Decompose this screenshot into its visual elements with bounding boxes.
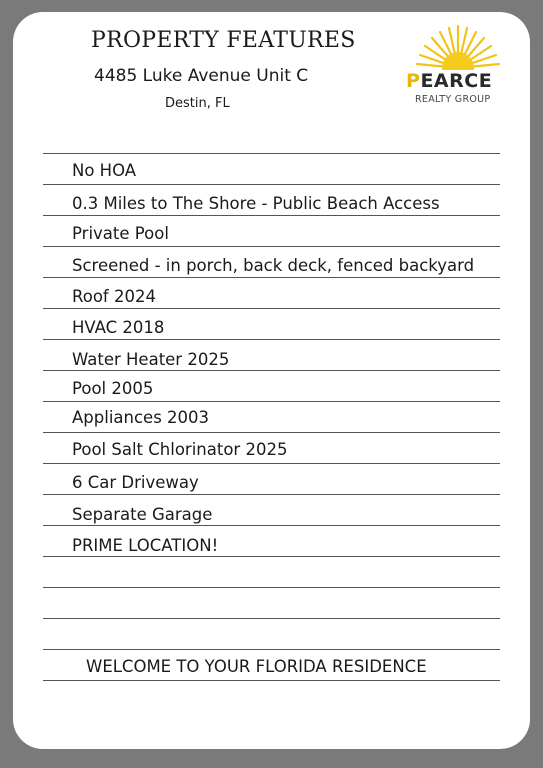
- divider-line: [43, 370, 500, 371]
- divider-line: [43, 463, 500, 464]
- feature-item: Private Pool: [72, 224, 169, 243]
- logo-wordmark: PEARCE: [406, 70, 493, 92]
- divider-line: [43, 215, 500, 216]
- feature-item: Appliances 2003: [72, 408, 210, 427]
- feature-item: HVAC 2018: [72, 318, 165, 337]
- divider-line: [43, 153, 500, 154]
- divider-line: [43, 277, 500, 278]
- brokerage-logo: [403, 20, 513, 110]
- divider-line: [43, 494, 500, 495]
- feature-item: Pool Salt Chlorinator 2025: [72, 440, 288, 459]
- feature-item: Water Heater 2025: [72, 350, 230, 369]
- welcome-message: WELCOME TO YOUR FLORIDA RESIDENCE: [86, 657, 427, 676]
- divider-line: [43, 649, 500, 650]
- feature-sheet-card: [13, 12, 530, 749]
- feature-item: Pool 2005: [72, 379, 154, 398]
- divider-line: [43, 184, 500, 185]
- divider-line: [43, 587, 500, 588]
- property-city: Destin, FL: [165, 96, 230, 111]
- logo-subtitle: REALTY GROUP: [415, 94, 491, 105]
- feature-item: 0.3 Miles to The Shore - Public Beach Access: [72, 194, 440, 213]
- divider-line: [43, 556, 500, 557]
- divider-line: [43, 246, 500, 247]
- feature-item: Roof 2024: [72, 287, 156, 306]
- sunburst-icon: [413, 20, 503, 70]
- divider-line: [43, 401, 500, 402]
- divider-line: [43, 680, 500, 681]
- divider-line: [43, 339, 500, 340]
- divider-line: [43, 308, 500, 309]
- feature-item: Screened - in porch, back deck, fenced backyard: [72, 256, 475, 275]
- divider-line: [43, 432, 500, 433]
- divider-line: [43, 525, 500, 526]
- property-address: 4485 Luke Avenue Unit C: [94, 66, 309, 86]
- feature-item: PRIME LOCATION!: [72, 536, 219, 555]
- feature-item: No HOA: [72, 161, 137, 180]
- divider-line: [43, 618, 500, 619]
- feature-item: 6 Car Driveway: [72, 473, 199, 492]
- feature-item: Separate Garage: [72, 505, 213, 524]
- page-title: PROPERTY FEATURES: [91, 28, 356, 53]
